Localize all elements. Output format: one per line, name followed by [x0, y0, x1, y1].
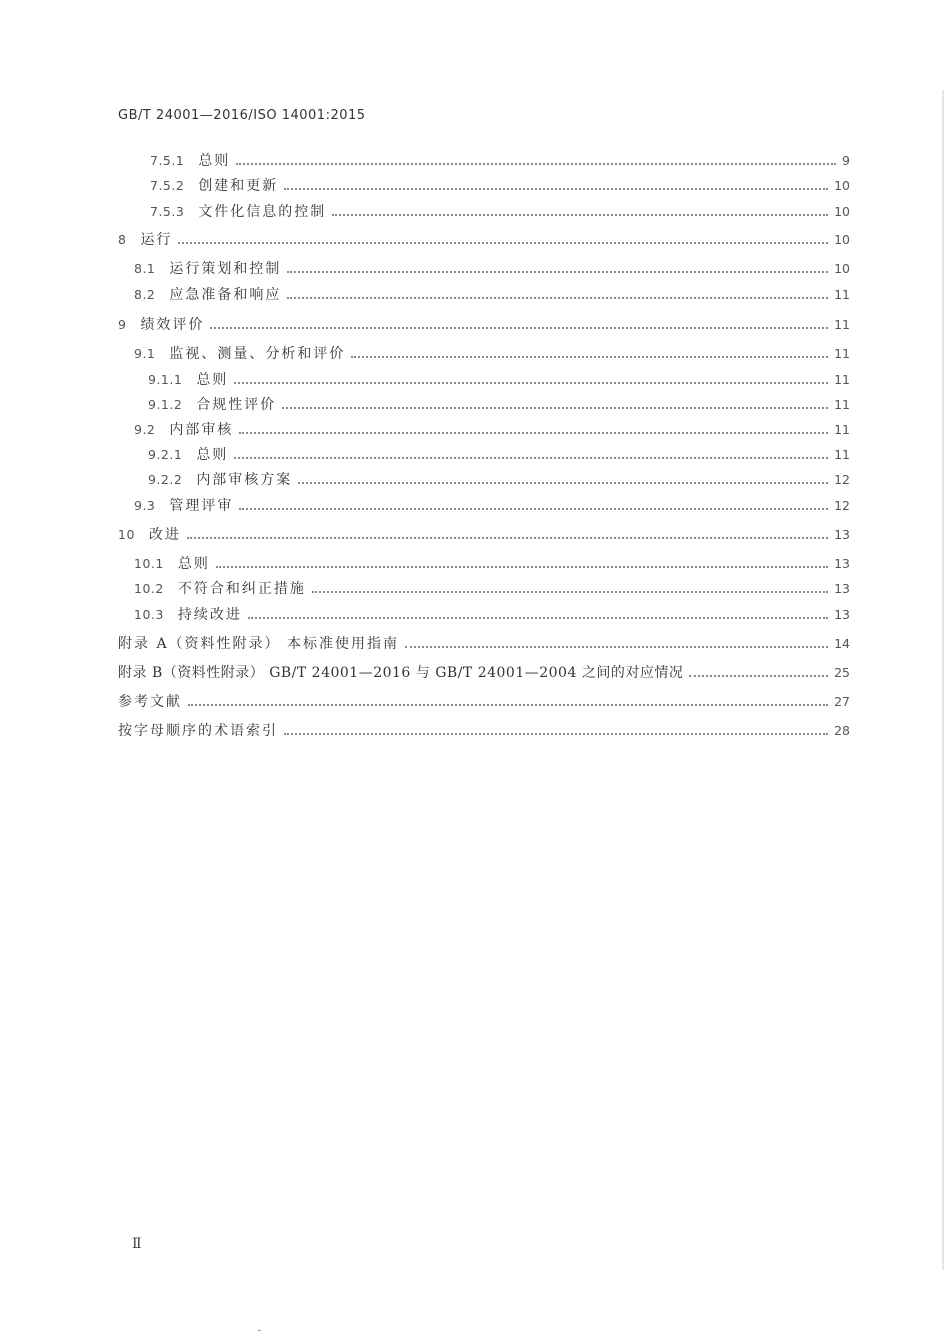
- toc-number: 9.2.1: [148, 447, 183, 462]
- toc-number: 10: [118, 527, 135, 542]
- toc-page-number: 10: [834, 178, 850, 193]
- toc-title: 不符合和纠正措施: [177, 581, 306, 597]
- toc-leader-dots: [210, 325, 828, 329]
- toc-entry-9-2[interactable]: [134, 419, 850, 441]
- toc-number: 9.1.1: [148, 372, 183, 387]
- toc-title: 绩效评价: [140, 317, 205, 333]
- toc-entry-10-2[interactable]: [134, 578, 850, 600]
- toc-entry-9-2-1[interactable]: [148, 444, 850, 466]
- toc-leader-dots: [248, 615, 828, 619]
- toc-leader-dots: [282, 405, 828, 409]
- toc-entry-9[interactable]: [118, 314, 850, 336]
- toc-leader-dots: [284, 186, 828, 190]
- toc-title: 持续改进: [177, 607, 242, 623]
- toc-entry-8-2[interactable]: [134, 284, 850, 306]
- toc-leader-dots: [312, 589, 828, 593]
- toc-title: 内部审核方案: [196, 472, 293, 488]
- toc-entry-9-2-2[interactable]: [148, 469, 850, 491]
- toc-title: 应急准备和响应: [169, 287, 282, 303]
- toc-page-number: 13: [834, 581, 850, 596]
- toc-leader-dots: [239, 506, 828, 510]
- toc-entry-9-1[interactable]: [134, 343, 850, 365]
- toc-page-number: 10: [834, 204, 850, 219]
- toc-entry-annex-b[interactable]: [118, 662, 850, 684]
- toc-leader-dots: [351, 354, 828, 358]
- toc-title: 附录 A（资料性附录） 本标准使用指南: [118, 636, 400, 652]
- page-edge-shadow: [942, 90, 944, 1270]
- toc-title: 内部审核: [169, 422, 234, 438]
- toc-title: 文件化信息的控制: [198, 204, 327, 220]
- toc-page-number: 27: [834, 694, 850, 709]
- toc-page-number: 10: [834, 261, 850, 276]
- toc-page-number: 28: [834, 723, 850, 738]
- toc-title: 合规性评价: [196, 397, 277, 413]
- toc-leader-dots: [405, 644, 828, 648]
- toc-leader-dots: [178, 240, 828, 244]
- toc-page-number: 11: [834, 422, 850, 437]
- toc-title: 运行: [140, 232, 173, 248]
- toc-page-number: 11: [834, 397, 850, 412]
- toc-page-number: 14: [834, 636, 850, 651]
- toc-title: 管理评审: [169, 498, 234, 514]
- toc-page-number: 12: [834, 472, 850, 487]
- toc-title: 按字母顺序的术语索引: [118, 723, 278, 739]
- toc-number: 7.5.3: [150, 204, 185, 219]
- toc-page-number: 25: [834, 665, 850, 680]
- page-footer-numeral: Ⅱ: [132, 1236, 142, 1252]
- toc-page-number: 10: [834, 232, 850, 247]
- toc-title: 运行策划和控制: [169, 261, 282, 277]
- toc-page-number: 13: [834, 556, 850, 571]
- toc-leader-dots: [287, 269, 828, 273]
- toc-entry-9-1-1[interactable]: [148, 369, 850, 391]
- toc-page-number: 13: [834, 527, 850, 542]
- toc-entry-term-index[interactable]: [118, 720, 850, 742]
- toc-number: 9.1.2: [148, 397, 183, 412]
- toc-leader-dots: [234, 380, 828, 384]
- toc-number: 9.2.2: [148, 472, 183, 487]
- toc-page-number: 11: [834, 447, 850, 462]
- toc-leader-dots: [298, 480, 828, 484]
- toc-number: 8: [118, 232, 127, 247]
- toc-leader-dots: [216, 564, 828, 568]
- toc-title: 总则: [196, 447, 229, 463]
- toc-entry-annex-a[interactable]: [118, 633, 850, 655]
- toc-entry-9-1-2[interactable]: [148, 394, 850, 416]
- toc-title: 参考文献: [118, 694, 182, 710]
- toc-page-number: 12: [834, 498, 850, 513]
- toc-number: 9.1: [134, 346, 156, 361]
- toc-entry-10-3[interactable]: [134, 604, 850, 626]
- toc-leader-dots: [287, 295, 828, 299]
- toc-number: 9: [118, 317, 127, 332]
- toc-number: 8.2: [134, 287, 156, 302]
- toc-number: 7.5.1: [150, 153, 185, 168]
- toc-page-number: 11: [834, 346, 850, 361]
- toc-title: 创建和更新: [198, 178, 279, 194]
- toc-entry-8-1[interactable]: [134, 258, 850, 280]
- toc-title: 总则: [196, 372, 229, 388]
- toc-page-number: 9: [842, 153, 850, 168]
- toc-number: 8.1: [134, 261, 156, 276]
- toc-leader-dots: [332, 212, 828, 216]
- toc-title: 总则: [198, 153, 231, 169]
- toc-entry-10-1[interactable]: [134, 553, 850, 575]
- scan-speck: ˘: [257, 1330, 262, 1341]
- toc-leader-dots: [239, 430, 828, 434]
- toc-number: 10.1: [134, 556, 164, 571]
- toc-page-number: 13: [834, 607, 850, 622]
- toc-number: 9.2: [134, 422, 156, 437]
- toc-title: 监视、测量、分析和评价: [169, 346, 346, 362]
- toc-page-number: 11: [834, 287, 850, 302]
- toc-leader-dots: [234, 455, 828, 459]
- toc-leader-dots: [284, 731, 828, 735]
- toc-leader-dots: [236, 161, 836, 165]
- toc-entry-7-5-3[interactable]: [150, 201, 850, 223]
- toc-page-number: 11: [834, 317, 850, 332]
- toc-number: 10.2: [134, 581, 164, 596]
- toc-entry-bibliography[interactable]: [118, 691, 850, 713]
- toc-leader-dots: [188, 702, 828, 706]
- toc-number: 10.3: [134, 607, 164, 622]
- toc-page-number: 11: [834, 372, 850, 387]
- toc-number: 7.5.2: [150, 178, 185, 193]
- toc-leader-dots: [187, 535, 828, 539]
- toc-entry-10[interactable]: [118, 524, 850, 546]
- standard-header: GB/T 24001—2016/ISO 14001:2015: [118, 108, 366, 123]
- toc-title: 改进: [148, 527, 181, 543]
- toc-title: 总则: [177, 556, 210, 572]
- toc-number: 9.3: [134, 498, 156, 513]
- toc-entry-8[interactable]: [118, 229, 850, 251]
- toc-entry-9-3[interactable]: [134, 495, 850, 517]
- toc-entry-7-5-1[interactable]: [150, 150, 850, 172]
- toc-entry-7-5-2[interactable]: [150, 175, 850, 197]
- toc-leader-dots: [689, 673, 828, 677]
- toc-title: 附录 B（资料性附录） GB/T 24001—2016 与 GB/T 24001—2004 之间的对应情况: [118, 665, 684, 681]
